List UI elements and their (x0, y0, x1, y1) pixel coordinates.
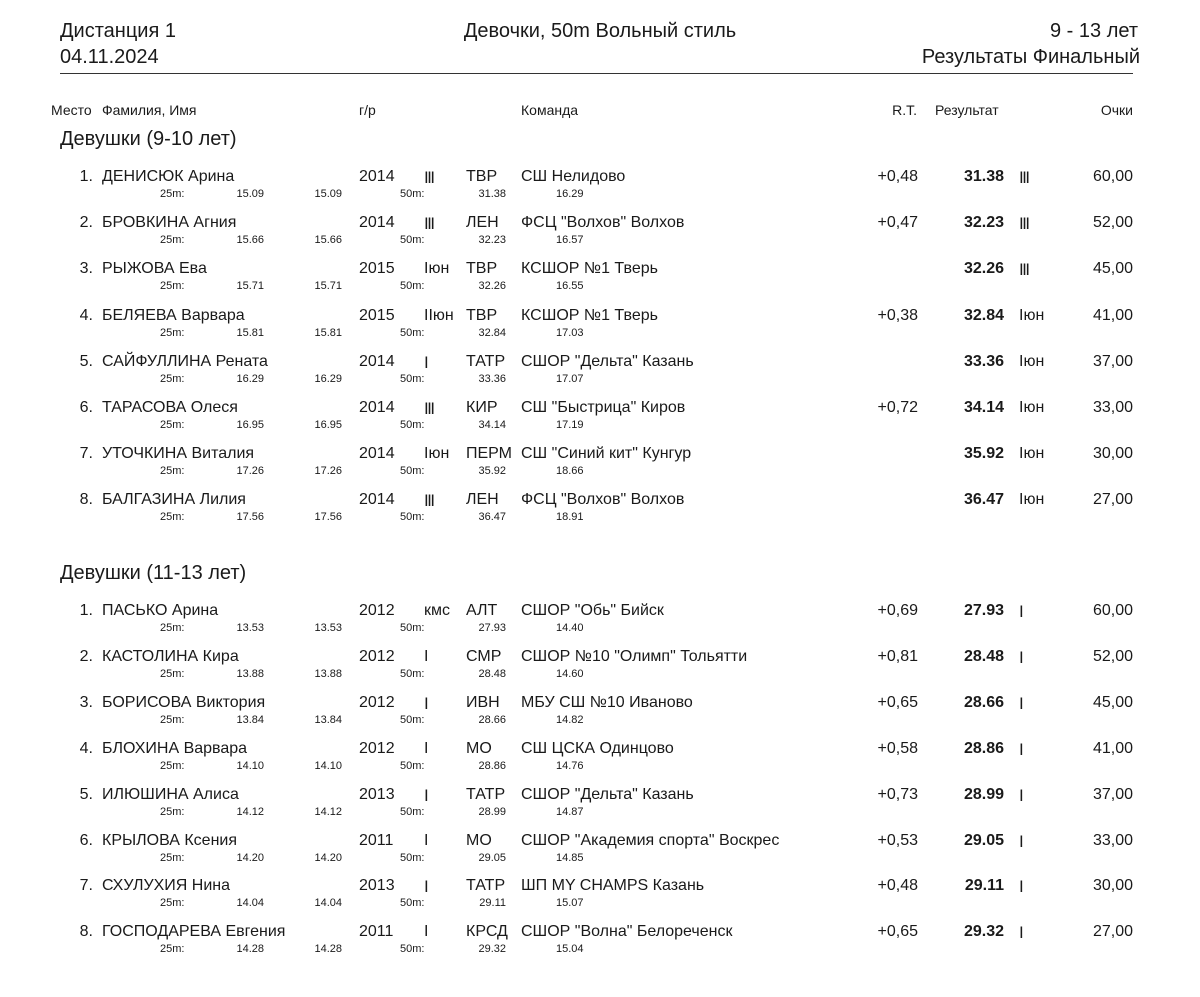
points: 60,00 (1092, 602, 1133, 619)
team-name: СШОР "Дельта" Казань (521, 353, 694, 370)
team-name: СШОР №10 "Олимп" Тольятти (521, 648, 748, 665)
reaction-time: +0,53 (877, 832, 918, 849)
split-25-cumulative: 14.04 (314, 897, 342, 909)
points: 52,00 (1092, 214, 1133, 231)
result-row (0, 648, 1200, 694)
split-50-diff: 15.07 (556, 897, 584, 909)
points: 27,00 (1092, 923, 1133, 940)
result-row (0, 740, 1200, 786)
team-name: СШОР "Дельта" Казань (521, 786, 694, 803)
result-time: 28.86 (963, 740, 1004, 757)
athlete-name: БЕЛЯЕВА Варвара (102, 307, 245, 324)
points: 45,00 (1092, 260, 1133, 277)
place: 7. (79, 877, 93, 894)
sport-rank: Ⅲ (424, 401, 436, 418)
column-header-rt: R.T. (892, 102, 917, 118)
split-25-cumulative: 16.29 (314, 373, 342, 385)
sport-rank: Іюн (424, 445, 450, 462)
column-header-place: Место (51, 102, 92, 118)
split-50-diff: 17.19 (556, 419, 584, 431)
results-type-label: Результаты Финальный (921, 46, 1140, 68)
split-50-diff: 14.60 (556, 668, 584, 680)
split-50-time: 31.38 (478, 188, 506, 200)
split-25-label: 25m: (160, 188, 185, 200)
result-time: 28.66 (963, 694, 1004, 711)
result-rank: Ⅰ (1019, 925, 1024, 942)
split-25-cumulative: 14.12 (314, 806, 342, 818)
split-25-time: 13.88 (236, 668, 264, 680)
split-25-cumulative: 15.71 (314, 280, 342, 292)
result-time: 33.36 (963, 353, 1004, 370)
birth-year: 2012 (359, 648, 395, 665)
region-code: КРСД (466, 923, 508, 940)
sport-rank: ІІюн (424, 307, 454, 324)
birth-year: 2014 (359, 491, 395, 508)
team-name: ШП MY CHAMPS Казань (521, 877, 705, 894)
birth-year: 2014 (359, 445, 395, 462)
split-25-label: 25m: (160, 280, 185, 292)
split-50-time: 32.26 (478, 280, 506, 292)
header-divider (60, 73, 1133, 74)
result-time: 36.47 (963, 491, 1004, 508)
split-25-time: 14.10 (236, 760, 264, 772)
team-name: СШ "Синий кит" Кунгур (521, 445, 692, 462)
region-code: АЛТ (466, 602, 498, 619)
athlete-name: БОРИСОВА Виктория (102, 694, 266, 711)
split-50-time: 33.36 (478, 373, 506, 385)
split-25-label: 25m: (160, 465, 185, 477)
result-row (0, 260, 1200, 306)
split-50-label: 50m: (400, 668, 425, 680)
split-50-label: 50m: (400, 714, 425, 726)
points: 30,00 (1092, 445, 1133, 462)
result-rank: Ⅰ (1019, 604, 1024, 621)
region-code: МО (466, 740, 492, 757)
region-code: ТАТР (466, 786, 506, 803)
athlete-name: БРОВКИНА Агния (102, 214, 237, 231)
split-25-time: 15.09 (236, 188, 264, 200)
birth-year: 2015 (359, 260, 395, 277)
birth-year: 2011 (359, 832, 394, 849)
split-50-label: 50m: (400, 511, 425, 523)
split-25-label: 25m: (160, 234, 185, 246)
place: 2. (79, 214, 93, 231)
points: 33,00 (1092, 399, 1133, 416)
place: 5. (79, 353, 93, 370)
points: 30,00 (1092, 877, 1133, 894)
athlete-name: БАЛГАЗИНА Лилия (102, 491, 246, 508)
reaction-time: +0,81 (877, 648, 918, 665)
result-rank: Іюн (1019, 399, 1045, 416)
result-rank: Іюн (1019, 353, 1045, 370)
place: 1. (79, 168, 93, 185)
sport-rank: I (424, 740, 429, 757)
team-name: СШ Нелидово (521, 168, 626, 185)
result-time: 28.48 (963, 648, 1004, 665)
points: 52,00 (1092, 648, 1133, 665)
split-50-time: 28.48 (478, 668, 506, 680)
split-50-time: 35.92 (478, 465, 506, 477)
split-25-label: 25m: (160, 511, 185, 523)
place: 6. (79, 832, 93, 849)
split-25-time: 16.95 (236, 419, 264, 431)
split-25-cumulative: 15.66 (314, 234, 342, 246)
split-25-cumulative: 15.81 (314, 327, 342, 339)
split-25-cumulative: 15.09 (314, 188, 342, 200)
split-25-cumulative: 13.84 (314, 714, 342, 726)
region-code: ТВР (466, 260, 498, 277)
split-50-label: 50m: (400, 234, 425, 246)
result-time: 28.99 (963, 786, 1004, 803)
region-code: ЛЕН (466, 491, 499, 508)
birth-year: 2011 (359, 923, 394, 940)
region-code: МО (466, 832, 492, 849)
split-25-cumulative: 16.95 (314, 419, 342, 431)
place: 6. (79, 399, 93, 416)
team-name: СШОР "Академия спорта" Воскрес (521, 832, 780, 849)
birth-year: 2014 (359, 399, 395, 416)
athlete-name: ИЛЮШИНА Алиса (102, 786, 239, 803)
athlete-name: ТАРАСОВА Олеся (102, 399, 238, 416)
split-25-time: 15.81 (236, 327, 264, 339)
team-name: СШ "Быстрица" Киров (521, 399, 686, 416)
team-name: СШ ЦСКА Одинцово (521, 740, 674, 757)
result-rank: Ⅰ (1019, 788, 1024, 805)
split-50-diff: 16.57 (556, 234, 584, 246)
split-50-label: 50m: (400, 373, 425, 385)
split-50-time: 28.66 (478, 714, 506, 726)
sport-rank: Ⅰ (424, 355, 429, 372)
split-50-diff: 16.55 (556, 280, 584, 292)
birth-year: 2012 (359, 602, 395, 619)
region-code: КИР (466, 399, 498, 416)
result-rank: Ⅲ (1019, 262, 1031, 279)
result-row (0, 694, 1200, 740)
points: 33,00 (1092, 832, 1133, 849)
sport-rank: I (424, 832, 429, 849)
result-rank: Ⅰ (1019, 696, 1024, 713)
result-row (0, 445, 1200, 491)
place: 3. (79, 260, 93, 277)
team-name: ФСЦ "Волхов" Волхов (521, 491, 685, 508)
place: 5. (79, 786, 93, 803)
split-25-cumulative: 14.20 (314, 852, 342, 864)
result-rank: Іюн (1019, 491, 1045, 508)
sport-rank: Ⅲ (424, 216, 436, 233)
region-code: СМР (466, 648, 502, 665)
sport-rank: кмс (424, 602, 450, 619)
place: 3. (79, 694, 93, 711)
split-25-cumulative: 14.28 (314, 943, 342, 955)
place: 7. (79, 445, 93, 462)
result-row (0, 832, 1200, 878)
sport-rank: I (424, 923, 429, 940)
split-25-label: 25m: (160, 852, 185, 864)
birth-year: 2014 (359, 214, 395, 231)
split-25-label: 25m: (160, 897, 185, 909)
split-50-diff: 18.66 (556, 465, 584, 477)
split-50-diff: 14.85 (556, 852, 584, 864)
result-time: 29.05 (963, 832, 1004, 849)
split-25-cumulative: 13.53 (314, 622, 342, 634)
team-name: СШОР "Обь" Бийск (521, 602, 664, 619)
place: 2. (79, 648, 93, 665)
split-25-cumulative: 13.88 (314, 668, 342, 680)
team-name: СШОР "Волна" Белореченск (521, 923, 733, 940)
split-25-label: 25m: (160, 943, 185, 955)
athlete-name: ГОСПОДАРЕВА Евгения (102, 923, 286, 940)
result-time: 29.11 (964, 877, 1004, 894)
split-50-diff: 17.03 (556, 327, 584, 339)
split-25-label: 25m: (160, 327, 185, 339)
result-row (0, 214, 1200, 260)
result-rank: Іюн (1019, 307, 1045, 324)
date-label: 04.11.2024 (60, 46, 159, 68)
sport-rank: Іюн (424, 260, 450, 277)
result-rank: Ⅲ (1019, 216, 1031, 233)
split-25-time: 17.56 (236, 511, 264, 523)
birth-year: 2013 (359, 786, 395, 803)
result-row (0, 602, 1200, 648)
result-row (0, 923, 1200, 969)
sport-rank: I (424, 648, 429, 665)
team-name: КСШОР №1 Тверь (521, 307, 658, 324)
result-time: 32.84 (963, 307, 1004, 324)
points: 37,00 (1092, 786, 1133, 803)
split-25-time: 14.28 (236, 943, 264, 955)
result-time: 31.38 (963, 168, 1004, 185)
place: 8. (79, 491, 93, 508)
result-row (0, 399, 1200, 445)
athlete-name: САЙФУЛЛИНА Рената (102, 353, 268, 370)
place: 4. (79, 740, 93, 757)
split-50-label: 50m: (400, 465, 425, 477)
birth-year: 2012 (359, 740, 395, 757)
split-50-time: 28.86 (478, 760, 506, 772)
split-50-label: 50m: (400, 806, 425, 818)
place: 1. (79, 602, 93, 619)
split-25-label: 25m: (160, 806, 185, 818)
result-time: 35.92 (963, 445, 1004, 462)
athlete-name: РЫЖОВА Ева (102, 260, 207, 277)
reaction-time: +0,48 (877, 877, 918, 894)
points: 45,00 (1092, 694, 1133, 711)
split-50-diff: 14.82 (556, 714, 584, 726)
birth-year: 2014 (359, 353, 395, 370)
result-rank: Ⅰ (1019, 650, 1024, 667)
split-50-diff: 18.91 (556, 511, 584, 523)
birth-year: 2015 (359, 307, 395, 324)
result-row (0, 353, 1200, 399)
split-25-time: 16.29 (236, 373, 264, 385)
reaction-time: +0,38 (877, 307, 918, 324)
sport-rank: Ⅲ (424, 170, 436, 187)
group-title: Девушки (11-13 лет) (60, 562, 247, 584)
result-rank: Ⅲ (1019, 170, 1031, 187)
split-50-time: 27.93 (478, 622, 506, 634)
result-row (0, 307, 1200, 353)
split-25-time: 15.71 (236, 280, 264, 292)
split-50-label: 50m: (400, 280, 425, 292)
split-50-diff: 16.29 (556, 188, 584, 200)
split-50-label: 50m: (400, 419, 425, 431)
region-code: ПЕРМ (466, 445, 512, 462)
result-time: 34.14 (963, 399, 1004, 416)
split-25-label: 25m: (160, 622, 185, 634)
split-25-cumulative: 17.26 (314, 465, 342, 477)
athlete-name: СХУЛУХИЯ Нина (102, 877, 231, 894)
split-50-time: 28.99 (478, 806, 506, 818)
split-50-diff: 14.87 (556, 806, 584, 818)
split-25-time: 17.26 (236, 465, 264, 477)
event-title: Девочки, 50m Вольный стиль (463, 20, 737, 42)
split-50-label: 50m: (400, 622, 425, 634)
split-50-time: 29.11 (479, 897, 506, 909)
birth-year: 2013 (359, 877, 395, 894)
result-row (0, 877, 1200, 923)
column-header-result: Результат (935, 102, 999, 118)
team-name: ФСЦ "Волхов" Волхов (521, 214, 685, 231)
split-50-time: 32.23 (478, 234, 506, 246)
points: 37,00 (1092, 353, 1133, 370)
split-25-time: 13.53 (236, 622, 264, 634)
reaction-time: +0,65 (877, 923, 918, 940)
athlete-name: КРЫЛОВА Ксения (102, 832, 238, 849)
result-rank: Ⅰ (1019, 742, 1024, 759)
split-25-label: 25m: (160, 419, 185, 431)
place: 8. (79, 923, 93, 940)
region-code: ТВР (466, 307, 498, 324)
split-25-label: 25m: (160, 760, 185, 772)
split-50-label: 50m: (400, 327, 425, 339)
athlete-name: БЛОХИНА Варвара (102, 740, 248, 757)
split-25-time: 15.66 (236, 234, 264, 246)
result-time: 29.32 (963, 923, 1004, 940)
column-header-year: г/р (359, 102, 376, 118)
birth-year: 2014 (359, 168, 395, 185)
points: 60,00 (1092, 168, 1133, 185)
result-time: 32.23 (963, 214, 1004, 231)
split-50-label: 50m: (400, 188, 425, 200)
sport-rank: Ⅰ (424, 879, 429, 896)
age-range-label: 9 - 13 лет (1050, 20, 1138, 42)
split-25-time: 14.12 (236, 806, 264, 818)
region-code: ИВН (466, 694, 500, 711)
reaction-time: +0,58 (877, 740, 918, 757)
group-title: Девушки (9-10 лет) (60, 128, 237, 150)
sport-rank: Ⅰ (424, 696, 429, 713)
split-50-label: 50m: (400, 760, 425, 772)
team-name: МБУ СШ №10 Иваново (521, 694, 693, 711)
split-50-label: 50m: (400, 943, 425, 955)
result-row (0, 168, 1200, 214)
result-rank: Ⅰ (1019, 879, 1024, 896)
result-time: 27.93 (963, 602, 1004, 619)
split-50-time: 29.32 (478, 943, 506, 955)
split-50-time: 34.14 (478, 419, 506, 431)
split-50-diff: 14.76 (556, 760, 584, 772)
split-50-time: 29.05 (478, 852, 506, 864)
distance-label: Дистанция 1 (60, 20, 176, 42)
reaction-time: +0,65 (877, 694, 918, 711)
place: 4. (79, 307, 93, 324)
result-time: 32.26 (963, 260, 1004, 277)
reaction-time: +0,72 (877, 399, 918, 416)
split-25-cumulative: 17.56 (314, 511, 342, 523)
split-50-diff: 17.07 (556, 373, 584, 385)
sport-rank: Ⅲ (424, 493, 436, 510)
athlete-name: УТОЧКИНА Виталия (102, 445, 255, 462)
region-code: ТАТР (466, 353, 506, 370)
result-row (0, 491, 1200, 537)
split-50-time: 36.47 (478, 511, 506, 523)
split-50-diff: 15.04 (556, 943, 584, 955)
region-code: ЛЕН (466, 214, 499, 231)
athlete-name: ПАСЬКО Арина (102, 602, 219, 619)
result-rank: Іюн (1019, 445, 1045, 462)
column-header-name: Фамилия, Имя (102, 102, 197, 118)
athlete-name: ДЕНИСЮК Арина (102, 168, 235, 185)
region-code: ТВР (466, 168, 498, 185)
split-25-label: 25m: (160, 668, 185, 680)
points: 41,00 (1092, 307, 1133, 324)
result-rank: Ⅰ (1019, 834, 1024, 851)
column-header-team: Команда (521, 102, 579, 118)
split-25-label: 25m: (160, 714, 185, 726)
sport-rank: Ⅰ (424, 788, 429, 805)
reaction-time: +0,73 (877, 786, 918, 803)
team-name: КСШОР №1 Тверь (521, 260, 658, 277)
split-50-diff: 14.40 (556, 622, 584, 634)
split-50-time: 32.84 (478, 327, 506, 339)
reaction-time: +0,69 (877, 602, 918, 619)
split-25-time: 13.84 (236, 714, 264, 726)
points: 27,00 (1092, 491, 1133, 508)
region-code: ТАТР (466, 877, 506, 894)
split-25-label: 25m: (160, 373, 185, 385)
split-50-label: 50m: (400, 852, 425, 864)
reaction-time: +0,48 (877, 168, 918, 185)
split-25-cumulative: 14.10 (314, 760, 342, 772)
column-header-points: Очки (1100, 102, 1133, 118)
birth-year: 2012 (359, 694, 395, 711)
split-25-time: 14.04 (236, 897, 264, 909)
points: 41,00 (1092, 740, 1133, 757)
split-25-time: 14.20 (236, 852, 264, 864)
result-row (0, 786, 1200, 832)
split-50-label: 50m: (400, 897, 425, 909)
athlete-name: КАСТОЛИНА Кира (102, 648, 239, 665)
reaction-time: +0,47 (877, 214, 918, 231)
